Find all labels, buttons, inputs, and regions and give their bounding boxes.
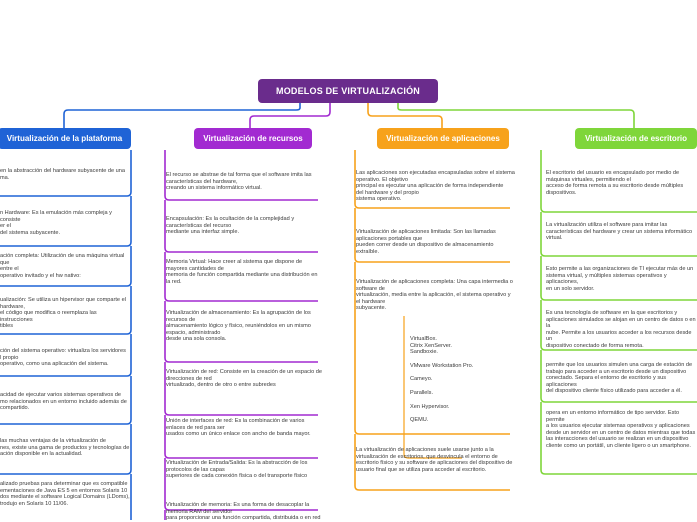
- note-escritorio-6[interactable]: opera en un entorno informático de tipo servidor. Esto permite a los usuarios ejecutar sistemas operativos y aplicaciones desde un servidor en un centro de datos mientras que todas las interacciones del usuario se realizan en un dispositivo cliente como un portátil, un cliente ligero o un smartphone.: [546, 410, 696, 449]
- plataforma-lines: [0, 150, 131, 520]
- note-escritorio-4[interactable]: Es una tecnología de software en la que escritorios y aplicaciones simulados se alojan en un centro de datos o en la nube. Permite a los usuarios acceder a los recursos desde un dispositivo conectado de forma remota.: [546, 310, 696, 349]
- note-aplicaciones-3[interactable]: Virtualización de aplicaciones completa: Una capa intermedia o software de virtualización, media entre la aplicación, el sistema operativo y el hardware subyacente.: [356, 279, 513, 312]
- note-recursos-6[interactable]: Unión de interfaces de red: Es la combinación de varios enlaces de red para ser usados como un único enlace con ancho de banda mayor.: [166, 418, 311, 438]
- note-aplicaciones-4[interactable]: La virtualización de aplicaciones suele usarse junto a la virtualización de escritorios, que desvincula el entorno de escritorio físico y su software de aplicaciones del dispositivo de usuario final que se utiliza para acceder al escritorio.: [356, 447, 513, 473]
- branch-plataforma[interactable]: Virtualización de la plataforma: [0, 128, 131, 149]
- product-cameyo[interactable]: Cameyo.: [410, 376, 433, 383]
- note-recursos-5[interactable]: Virtualización de red: Consiste en la creación de un espacio de direcciones de red virtualizado, dentro de otro o entre subredes: [166, 369, 322, 389]
- note-aplicaciones-2[interactable]: Virtualización de aplicaciones limitada: Son las llamadas aplicaciones portables que pueden correr desde un dispositivo de almacenamiento extraíble.: [356, 229, 496, 255]
- note-plataforma-6[interactable]: acidad de ejecutar varios sistemas operativos de mo relacionados en un entorno incluido además de compartido.: [0, 392, 127, 412]
- product-qemu[interactable]: QEMU.: [410, 417, 429, 424]
- note-escritorio-3[interactable]: Esto permite a las organizaciones de TI ejecutar más de un sistema virtual, y múltiples sistemas operativos y aplicaciones, en un solo servidor.: [546, 266, 694, 292]
- note-recursos-2[interactable]: Encapsulación: Es la ocultación de la complejidad y características del recurso mediante una interfaz simple.: [166, 216, 295, 236]
- note-plataforma-5[interactable]: ción del sistema operativo: virtualiza los servidores l propio operativo, como una aplicación del sistema.: [0, 348, 126, 368]
- note-plataforma-7[interactable]: las muchas ventajas de la virtualización de nes, existe una gama de productos y tecnologías de ación disponible en la actualidad.: [0, 438, 130, 458]
- note-plataforma-2[interactable]: n Hardware: Es la emulación más compleja y consiste er el del sistema subyacente.: [0, 210, 112, 236]
- note-aplicaciones-1[interactable]: Las aplicaciones son ejecutadas encapsuladas sobre el sistema operativo. El objetivo principal es ejecutar una aplicación de forma independiente del hardware y del propio sistema operativo.: [356, 170, 515, 203]
- note-escritorio-5[interactable]: permite que los usuarios simulen una carga de estación de trabajo para acceder a un escritorio desde un dispositivo conectado. Separa el entorno de escritorio y sus aplicaciones del dispositivo cliente físico utilizado para acceder a él.: [546, 362, 693, 395]
- connector-aplicaciones: [368, 103, 442, 128]
- note-plataforma-3[interactable]: ación completa: Utilización de una máquina virtual que entre el operativo invitado y el hw nativo:: [0, 253, 125, 279]
- note-recursos-3[interactable]: Memoria Virtual: Hace creer al sistema que dispone de mayores cantidades de memoria de función compartida mediante una distribución en la red.: [166, 259, 318, 285]
- branch-escritorio[interactable]: Virtualización de escritorio: [575, 128, 697, 149]
- note-recursos-7[interactable]: Virtualización de Entrada/Salida: Es la abstracción de los protocolos de las capas superiores de cada conexión física o del transporte físico: [166, 460, 308, 480]
- branch-aplicaciones[interactable]: Virtualización de aplicaciones: [377, 128, 509, 149]
- note-recursos-4[interactable]: Virtualización de almacenamiento: Es la agrupación de los recursos de almacenamiento lógico y físico, reuniéndolos en un mismo espacio, administrado desde una sola consola.: [166, 310, 311, 343]
- note-escritorio-2[interactable]: La virtualización utiliza el software para imitar las características del hardware y crear un sistema informático virtual.: [546, 222, 693, 242]
- note-recursos-8[interactable]: Virtualización de memoria: Es una forma de desacoplar la memoria RAM del servidor para proporcionar una función compartida, distribuida o en red: [166, 502, 321, 522]
- product-list: [410, 336, 473, 431]
- note-escritorio-1[interactable]: El escritorio del usuario es encapsulado por medio de máquinas virtuales, permitiendo el acceso de forma remota a su escritorio desde múltiples dispositivos.: [546, 170, 684, 196]
- note-plataforma-8[interactable]: alizado pruebas para determinar que es compatible ementaciones de Java ES 5 en entornos Solaris 10 dos mediante el software Logical Domains (LDoms), trodujo en Solaris 10 11/06.: [0, 481, 130, 507]
- connector-recursos: [250, 103, 330, 128]
- product-virtualbox[interactable]: VirtualBox. Citrix XenServer. Sandboxie.: [410, 336, 452, 356]
- root-node[interactable]: MODELOS DE VIRTUALIZACIÓN: [258, 79, 438, 103]
- product-xen[interactable]: Xen Hypervisor.: [410, 403, 450, 410]
- product-parallels[interactable]: Parallels.: [410, 389, 434, 396]
- note-plataforma-1[interactable]: en la abstracción del hardware subyacente de una ma.: [0, 168, 126, 181]
- branch-recursos[interactable]: Virtualización de recursos: [194, 128, 312, 149]
- product-vmware[interactable]: VMware Workstation Pro.: [410, 362, 474, 369]
- note-recursos-1[interactable]: El recurso se abstrae de tal forma que el software imita las características del hardware, creando un sistema informático virtual.: [166, 172, 312, 192]
- note-plataforma-4[interactable]: ualización: Se utiliza un hipervisor que comparte el hardware, el código que modifica o reemplaza las instrucciones tibles: [0, 297, 126, 330]
